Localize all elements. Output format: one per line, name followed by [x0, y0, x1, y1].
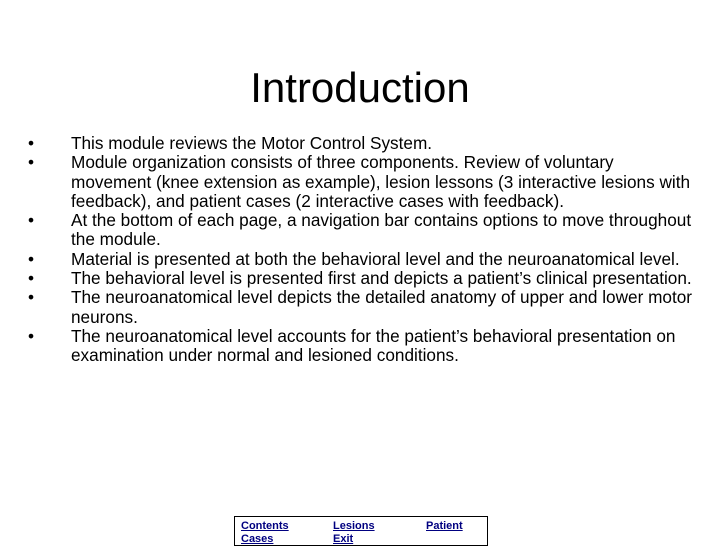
bullet-text: Module organization consists of three components. Review of voluntary movement (knee extension as example), lesion lessons (3 interactive lesions with feedback), and patient cases (2 interactive cases with feedback).: [71, 152, 691, 211]
bullet-item: [28, 134, 698, 153]
bullet-item: [28, 153, 698, 211]
bullet-item: [28, 269, 698, 288]
bullet-text: The neuroanatomical level depicts the detailed anatomy of upper and lower motor neurons.: [71, 287, 693, 327]
nav-link-contents[interactable]: Contents: [241, 520, 289, 532]
bullet-text: This module reviews the Motor Control System.: [71, 133, 433, 153]
bullet-marker: •: [28, 133, 35, 153]
bullet-text: At the bottom of each page, a navigation bar contains options to move throughout the module.: [71, 210, 692, 250]
bullet-marker: •: [28, 268, 35, 289]
navigation-bar: [234, 516, 488, 546]
nav-link-cases[interactable]: Cases: [241, 533, 274, 545]
nav-link-exit[interactable]: Exit: [333, 533, 354, 545]
slide-title: Introduction: [250, 64, 470, 111]
bullet-marker: •: [28, 248, 35, 269]
nav-link-lesions[interactable]: Lesions: [333, 520, 375, 532]
bullet-text: The behavioral level is presented first and depicts a patient’s clinical presentation.: [71, 268, 692, 289]
bullet-item: [28, 250, 698, 269]
bullet-marker: •: [28, 325, 35, 346]
bullet-marker: •: [28, 287, 35, 308]
bullet-item: [28, 288, 698, 327]
bullet-item: [28, 327, 698, 366]
bullet-marker: •: [28, 210, 35, 231]
bullet-list: [28, 134, 698, 366]
bullet-text: The neuroanatomical level accounts for the patient’s behavioral presentation on examination under normal and lesioned conditions.: [71, 325, 676, 366]
bullet-marker: •: [28, 152, 35, 173]
bullet-text: Material is presented at both the behavioral level and the neuroanatomical level.: [71, 248, 680, 269]
nav-link-patient[interactable]: Patient: [426, 520, 463, 532]
bullet-item: [28, 211, 698, 250]
